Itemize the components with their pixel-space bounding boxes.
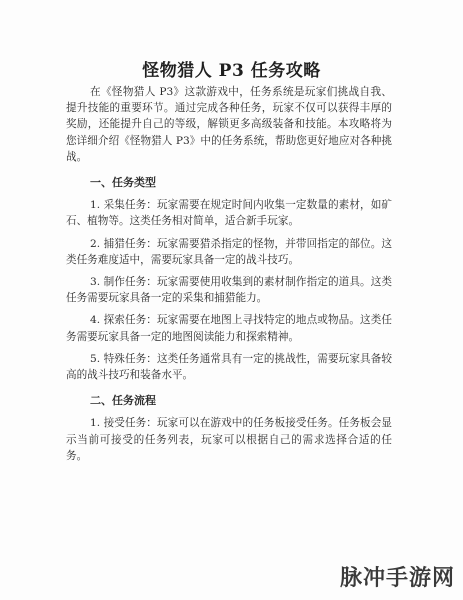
task-flow-item: 1. 接受任务：玩家可以在游戏中的任务板接受任务。任务板会显示当前可接受的任务列表，玩家可以根据自己的需求选择合适的任务。: [66, 417, 392, 462]
task-type-item: 4. 探索任务：玩家需要在地图上寻找特定的地点或物品。这类任务需要玩家具备一定的地图阅读能力和探索精神。: [66, 314, 392, 343]
document-body: [66, 84, 392, 464]
section-heading-task-types: 一、任务类型: [90, 176, 156, 190]
task-type-item: 5. 特殊任务：这类任务通常具有一定的挑战性，需要玩家具备较高的战斗技巧和装备水平。: [66, 352, 392, 382]
task-type-item: 1. 采集任务：玩家需要在规定时间内收集一定数量的素材，如矿石、植物等。这类任务相对简单，适合新手玩家。: [66, 199, 392, 228]
task-type-item: 3. 制作任务：玩家需要使用收集到的素材制作指定的道具。这类任务需要玩家具备一定的采集和捕猎能力。: [66, 276, 392, 305]
section-heading-task-flow: 二、任务流程: [90, 394, 156, 408]
task-type-item: 2. 捕猎任务：玩家需要猎杀指定的怪物，并带回指定的部位。这类任务难度适中，需要玩家具备一定的战斗技巧。: [66, 237, 392, 266]
site-watermark: 脉冲手游网: [339, 566, 455, 591]
intro-paragraph: 在《怪物猎人 P3》这款游戏中，任务系统是玩家们挑战自我、提升技能的重要环节。通过完成各种任务，玩家不仅可以获得丰厚的奖励，还能提升自己的等级，解锁更多高级装备和技能。本攻略将为您详细介绍《怪物猎人 P3》中的任务系统，帮助您更好地应对各种挑战。: [66, 86, 392, 163]
document-title: 怪物猎人 P3 任务攻略: [142, 61, 321, 81]
